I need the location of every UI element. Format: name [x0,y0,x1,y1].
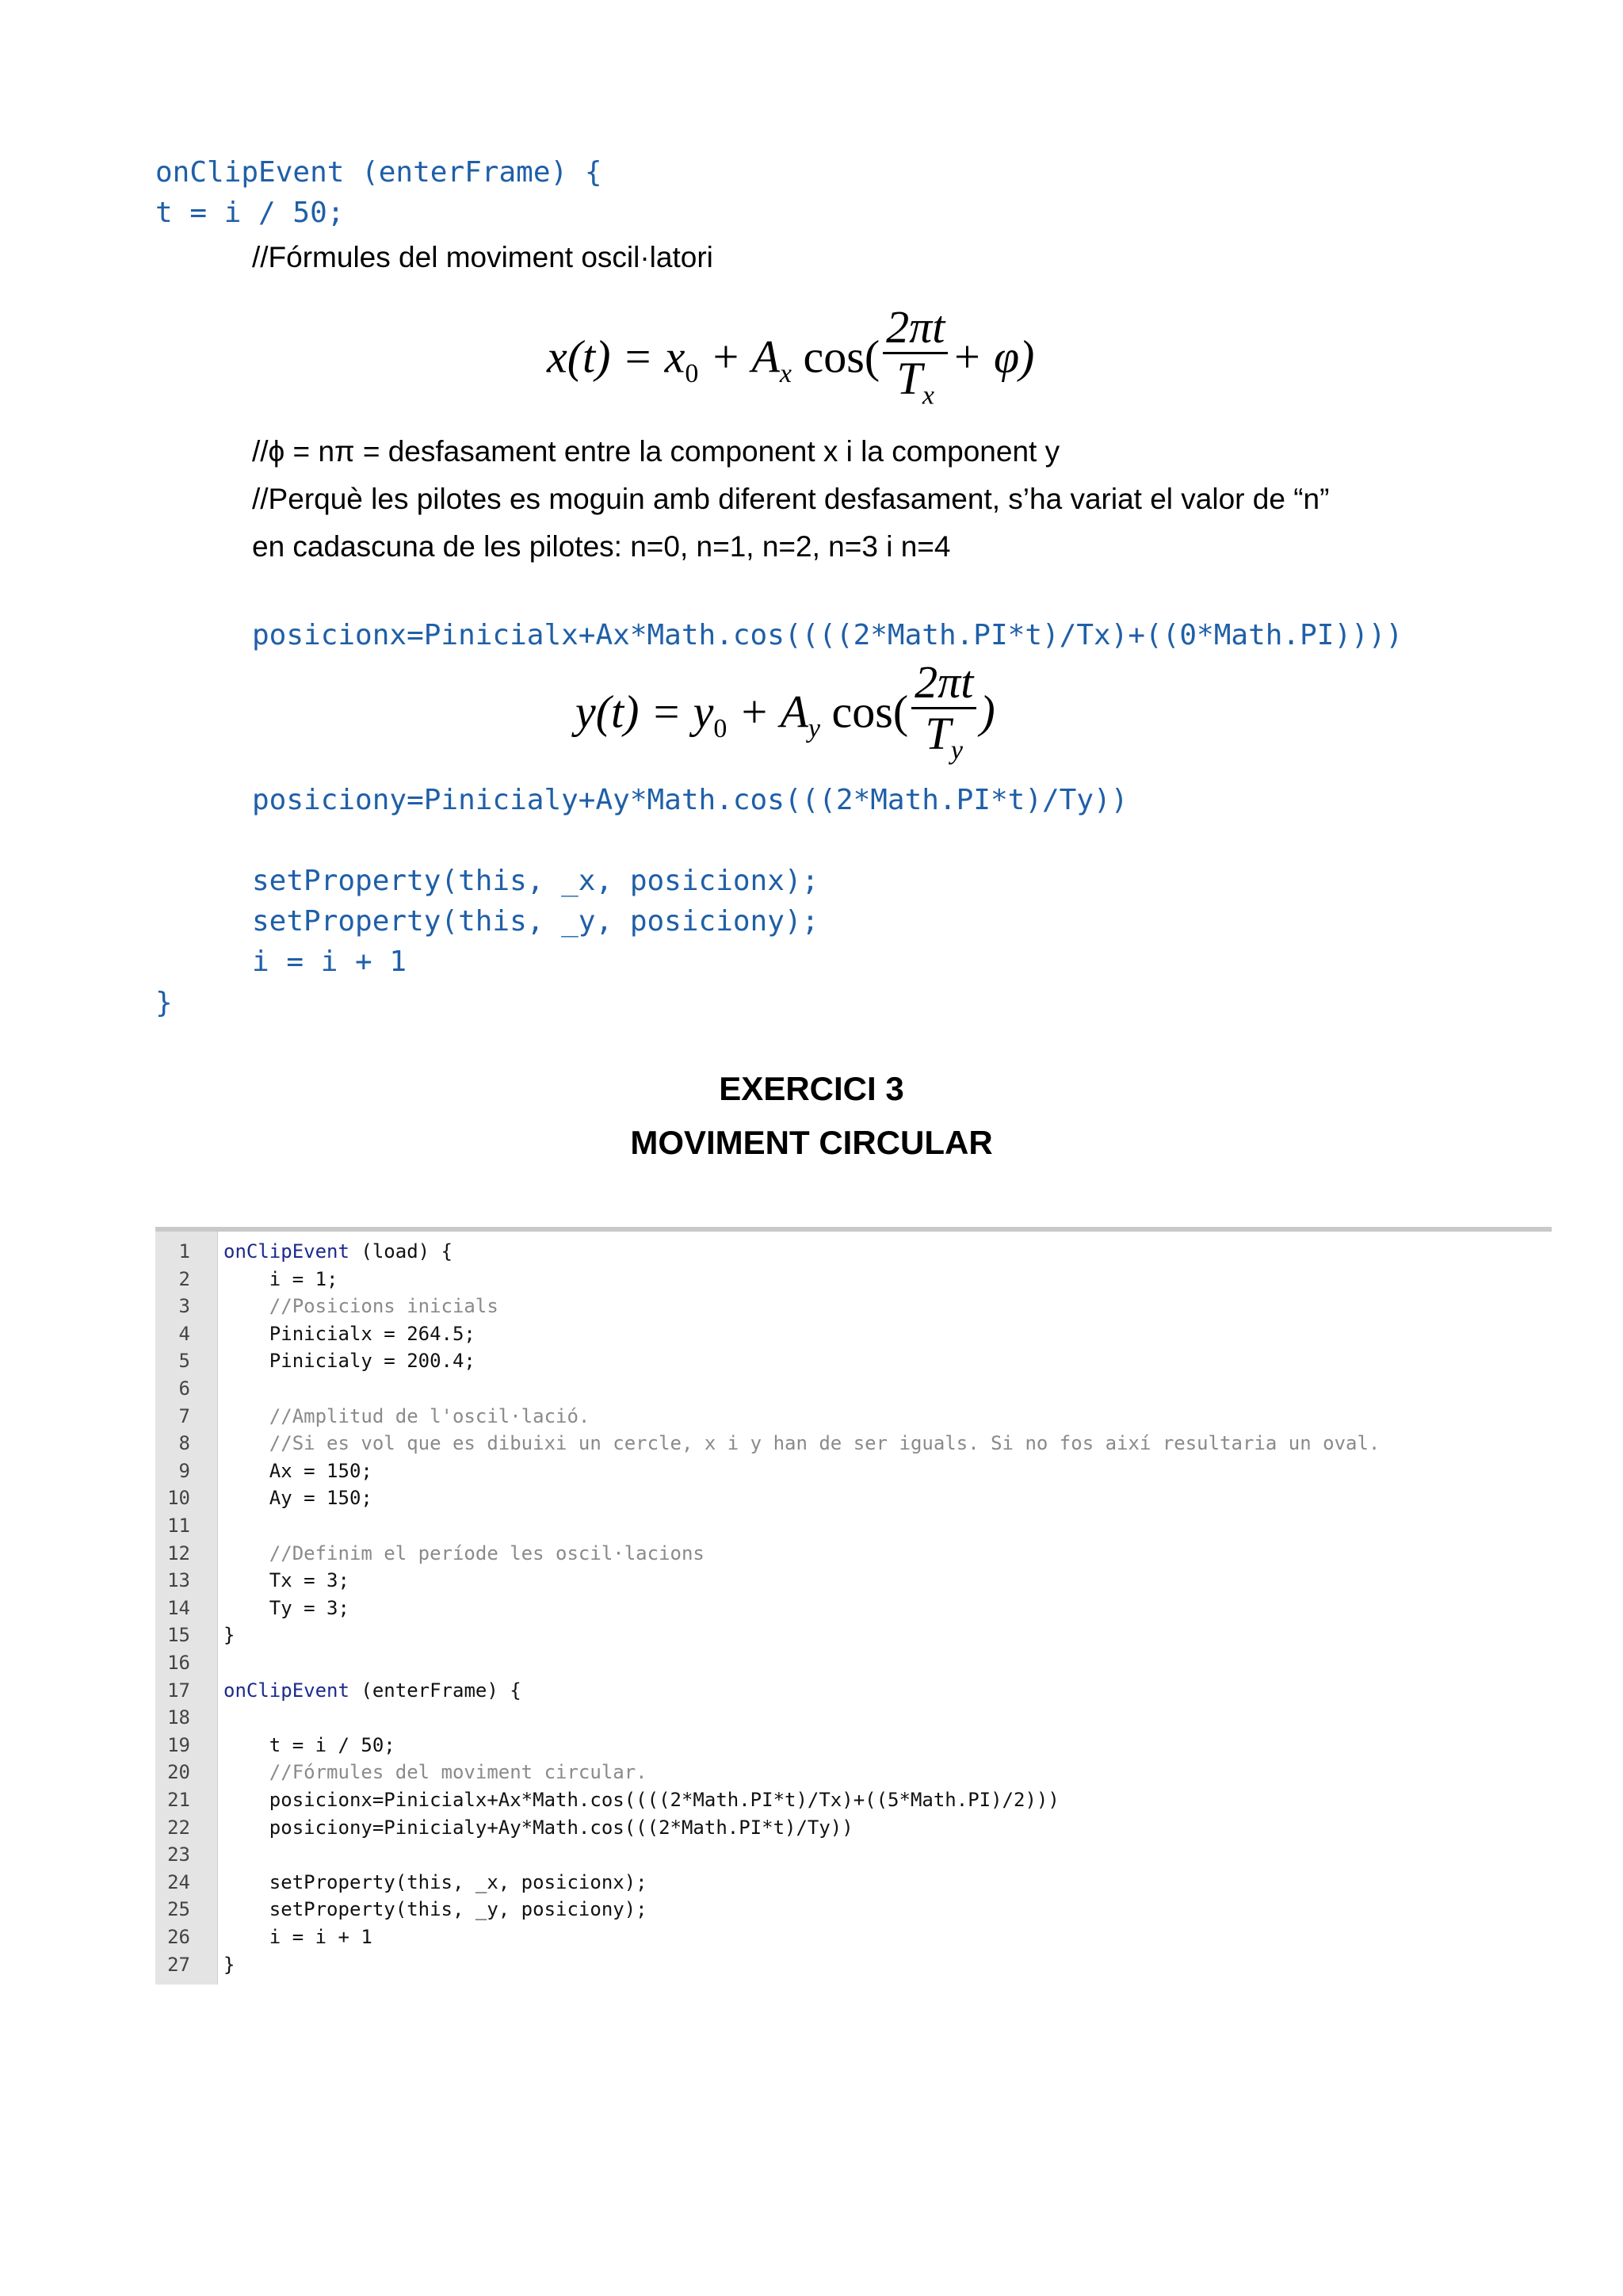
editor-code-line [223,1238,453,1266]
line-number: 20 [167,1761,190,1784]
comment-phase: //ϕ = nπ = desfasament entre la component x i la component y [252,435,1060,468]
line-number: 1 [178,1240,190,1263]
code-editor [155,1227,1552,1985]
code-line-increment: i = i + 1 [252,946,407,978]
editor-code-line: //Fórmules del moviment circular. [223,1761,647,1784]
formula-x: $x(t) = x_0 + A_x$ cos( $\frac{2\pi t}{T_x}$ + φ) [547,301,1035,411]
editor-code-line: i = i + 1 [223,1926,372,1948]
code-text: (load) { [349,1240,453,1263]
line-number: 9 [178,1459,190,1482]
line-number: 13 [167,1569,190,1592]
editor-code-line: } [223,1624,235,1647]
line-number: 7 [178,1404,190,1427]
line-number: 4 [178,1322,190,1345]
code-line-setproperty-y: setProperty(this, _y, posiciony); [252,905,819,938]
code-text: (enterFrame) { [349,1679,521,1702]
editor-code-line: t = i / 50; [223,1733,395,1756]
editor-code-line: Pinicialy = 200.4; [223,1350,475,1373]
exercise-subtitle: MOVIMENT CIRCULAR [630,1124,993,1161]
editor-code-line: //Posicions inicials [223,1295,498,1318]
line-number: 16 [167,1652,190,1674]
line-number: 19 [167,1733,190,1756]
comment-desfasament: //Perquè les pilotes es moguin amb diferent desfasament, s’ha variat el valor de “n” [252,483,1330,515]
editor-code-line: //Si es vol que es dibuixi un cercle, x i y han de ser iguals. Si no fos així resultaria un oval. [223,1432,1381,1455]
line-number: 24 [167,1870,190,1893]
exercise-title: EXERCICI 3 [719,1070,904,1107]
editor-code-line: setProperty(this, _y, posiciony); [223,1898,647,1921]
editor-code-line: posicionx=Pinicialx+Ax*Math.cos((((2*Math.PI*t)/Tx)+((5*Math.PI)/2))) [223,1789,1060,1811]
editor-code-line [223,1677,521,1705]
line-number: 5 [178,1350,190,1373]
line-number: 15 [167,1624,190,1647]
editor-code-line: Pinicialx = 264.5; [223,1322,475,1345]
line-number: 23 [167,1843,190,1866]
line-number: 8 [178,1432,190,1455]
editor-code-line: i = 1; [223,1267,338,1290]
line-number: 11 [167,1515,190,1537]
code-line-posiciony: posiciony=Pinicialy+Ay*Math.cos(((2*Math.PI*t)/Ty)) [252,784,1128,816]
line-number: 21 [167,1789,190,1811]
editor-code-line: //Amplitud de l'oscil·lació. [223,1404,590,1427]
code-line-close-brace: } [155,987,173,1019]
editor-code-line: Ax = 150; [223,1459,372,1482]
editor-code-line: Ay = 150; [223,1487,372,1510]
keyword: onClipEvent [223,1240,349,1263]
keyword: onClipEvent [223,1679,349,1702]
line-number: 12 [167,1541,190,1564]
line-number-gutter [155,1232,218,1985]
line-number: 2 [178,1267,190,1290]
editor-code-line: Ty = 3; [223,1596,349,1619]
line-number: 10 [167,1487,190,1510]
line-number: 18 [167,1706,190,1729]
comment-formulas: //Fórmules del moviment oscil·latori [252,241,713,273]
line-number: 6 [178,1377,190,1400]
comment-pilotes: en cadascuna de les pilotes: n=0, n=1, n=2, n=3 i n=4 [252,530,951,563]
editor-code-line: //Definim el període les oscil·lacions [223,1541,705,1564]
line-number: 17 [167,1679,190,1702]
editor-code-line: posiciony=Pinicialy+Ay*Math.cos(((2*Math.PI*t)/Ty)) [223,1816,854,1839]
formula-y: $y(t) = y_0 + A_y$ cos( $\frac{2\pi t}{T_y}$ ) [575,656,995,766]
code-line-posicionx: posicionx=Pinicialx+Ax*Math.cos((((2*Math.PI*t)/Tx)+((0*Math.PI)))) [252,619,1403,651]
line-number: 27 [167,1953,190,1976]
line-number: 22 [167,1816,190,1839]
line-number: 25 [167,1898,190,1921]
code-line-onclipevent: onClipEvent (enterFrame) { [155,156,602,189]
editor-code-line: setProperty(this, _x, posicionx); [223,1870,647,1893]
code-line-t: t = i / 50; [155,197,345,229]
line-number: 26 [167,1926,190,1948]
line-number: 14 [167,1596,190,1619]
code-line-setproperty-x: setProperty(this, _x, posicionx); [252,865,819,897]
editor-code-line: Tx = 3; [223,1569,349,1592]
line-number: 3 [178,1295,190,1318]
editor-code-line: } [223,1953,235,1976]
